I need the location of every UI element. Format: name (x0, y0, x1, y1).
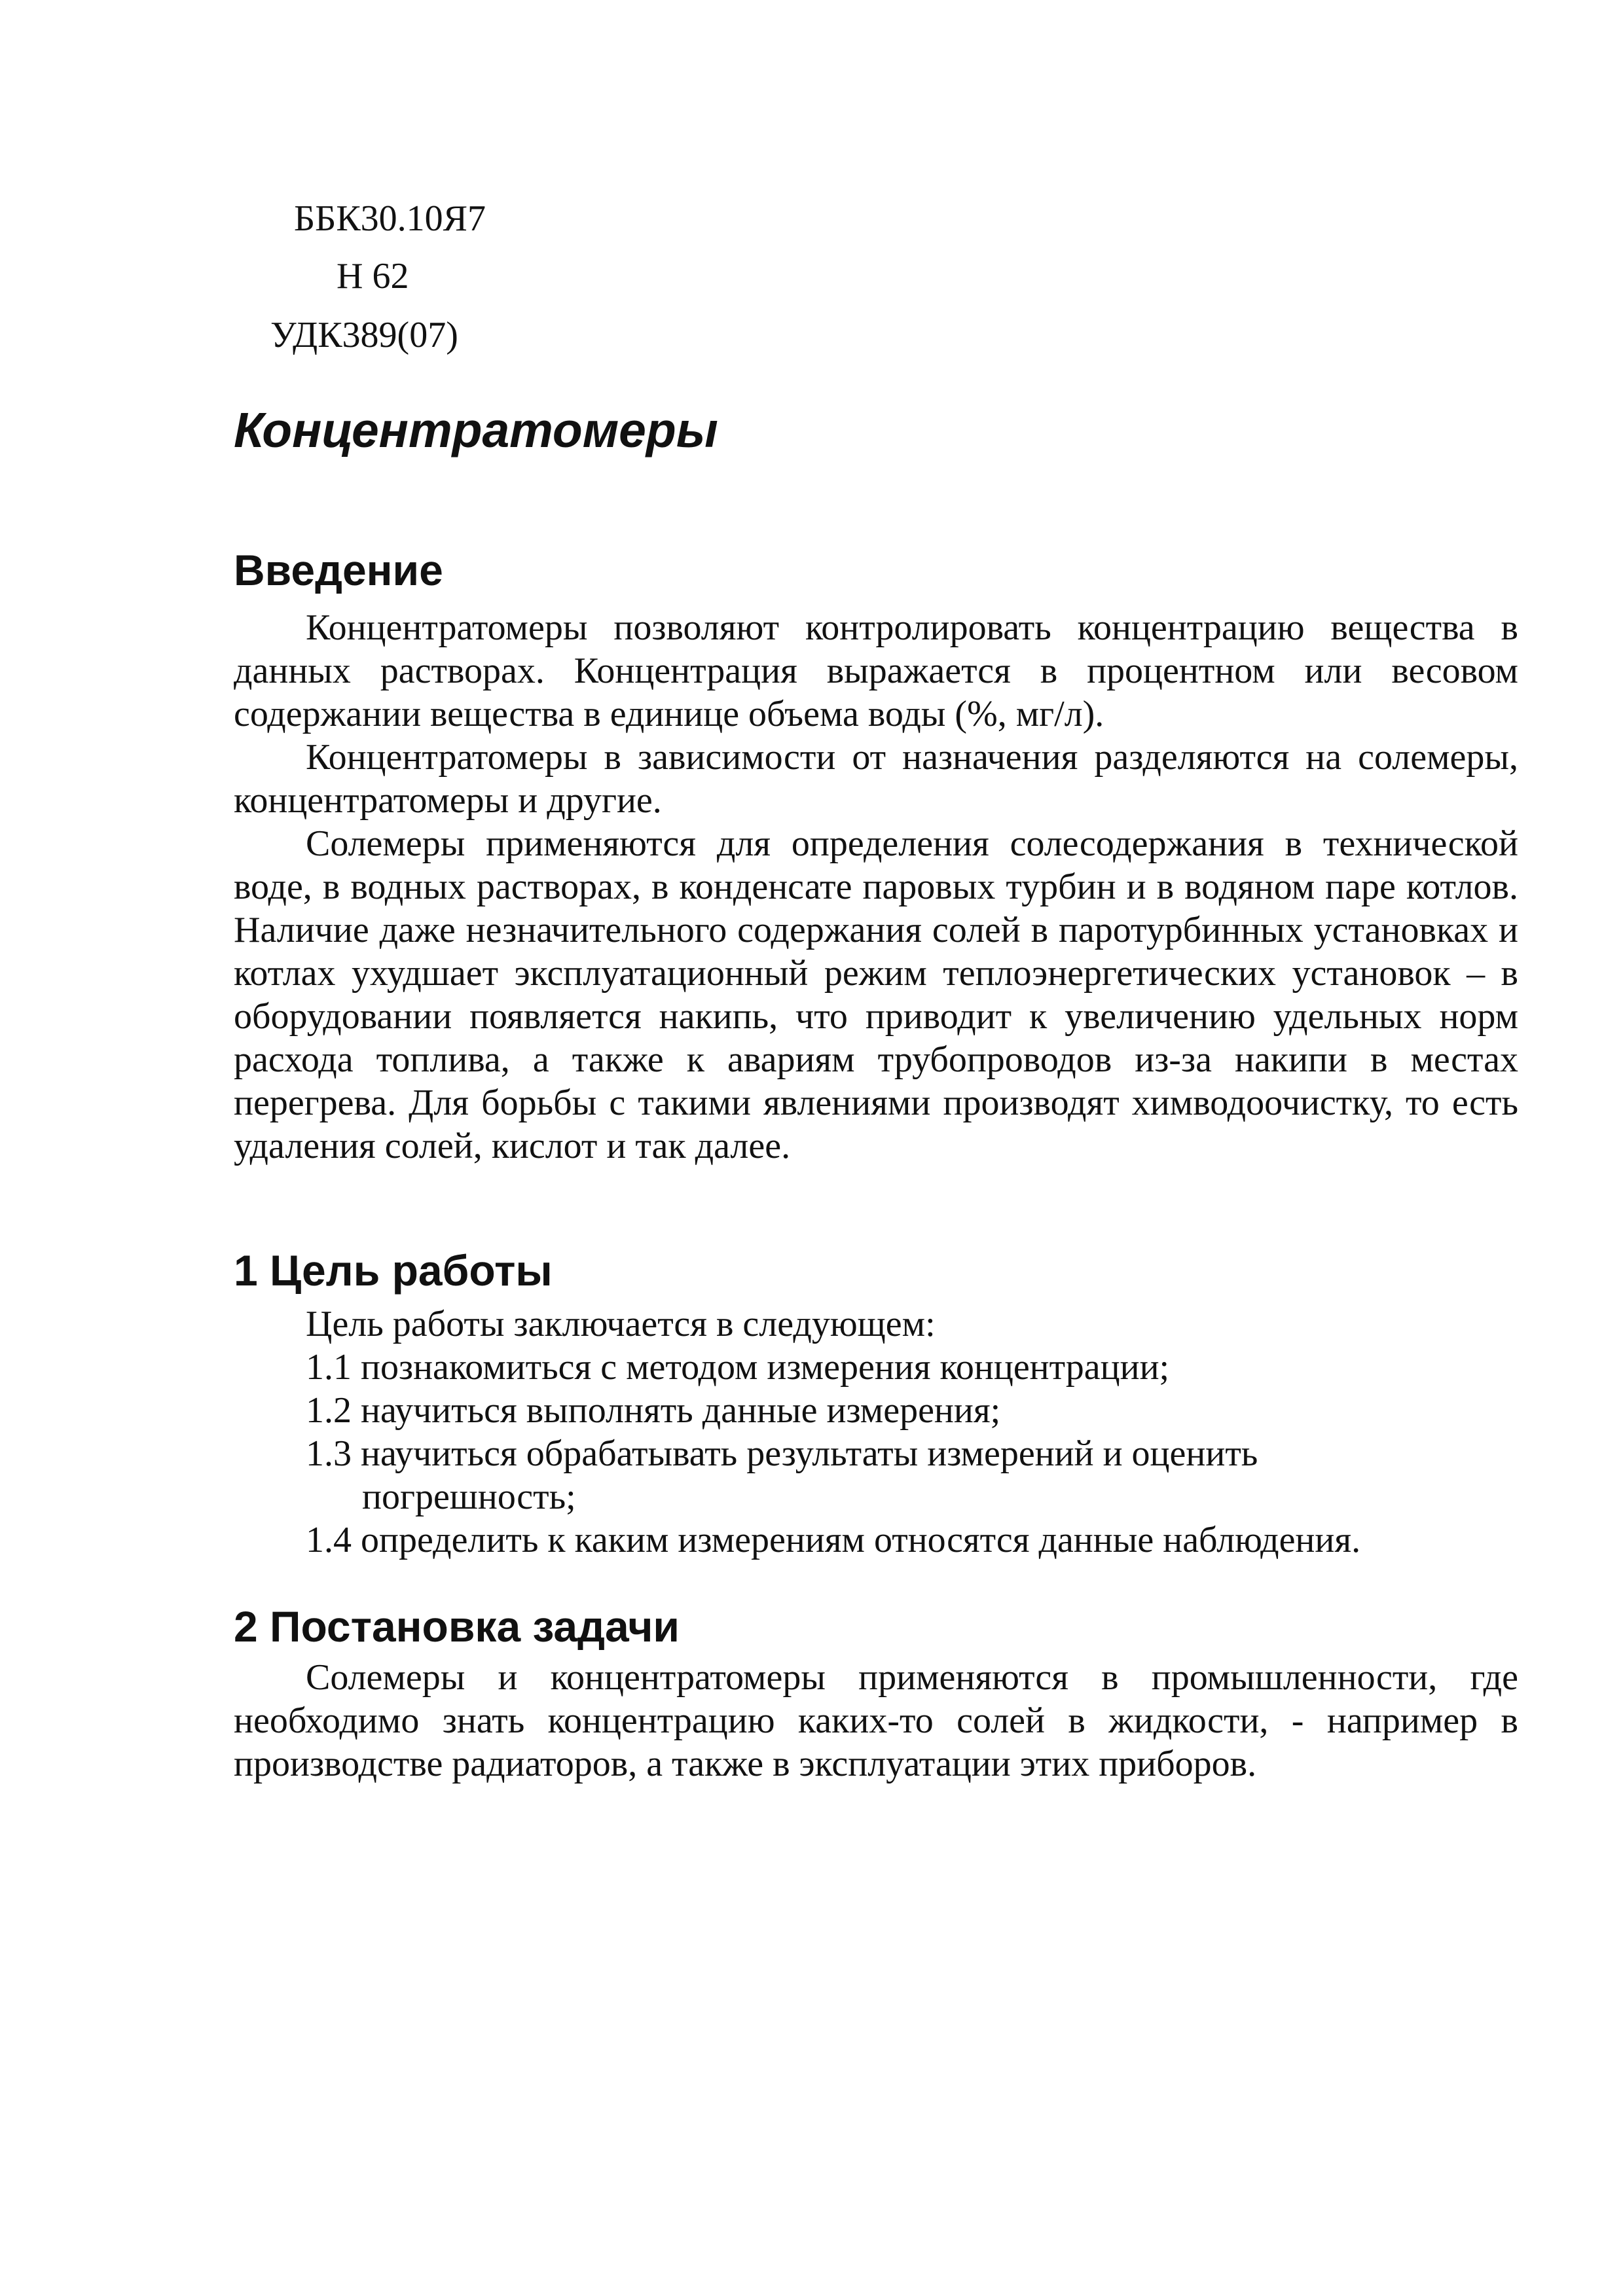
section1-heading: 1 Цель работы (234, 1246, 553, 1295)
goal-item: 1.4 определить к каким измерениям относятся данные наблюдения. (306, 1520, 1361, 1560)
bbk-code: ББК30.10Я7 (294, 198, 486, 239)
section1-list (234, 1302, 1518, 1562)
intro-paragraph: Концентратомеры в зависимости от назначения разделяются на солемеры, концентратомеры и другие. (234, 737, 1518, 821)
author-mark: Н 62 (337, 256, 409, 296)
intro-body (234, 606, 1518, 1168)
udk-code: УДК389(07) (270, 315, 458, 355)
section1-intro: Цель работы заключается в следующем: (306, 1304, 936, 1344)
goal-item: 1.1 познакомиться с методом измерения концентрации; (306, 1347, 1170, 1388)
intro-paragraph: Солемеры применяются для определения солесодержания в технической воде, в водных растворах, в конденсате паровых турбин и в водяном паре котлов. Наличие даже незначительного содержания солей в паротурбинных установках и котлах ухудшает эксплуатационный режим теплоэнергетических установок – в оборудовании появляется накипь, что приводит к увеличению удельных норм расхода топлива, а также к авариям трубопроводов из-за накипи в местах перегрева. Для борьбы с такими явлениями производят химводоочистку, то есть удаления солей, кислот и так далее. (234, 823, 1518, 1166)
goal-item: 1.3 научиться обрабатывать результаты измерений и оценить погрешность; (306, 1433, 1258, 1517)
goal-item: 1.2 научиться выполнять данные измерения; (306, 1390, 1001, 1431)
section2-heading: 2 Постановка задачи (234, 1602, 680, 1651)
section2-paragraph: Солемеры и концентратомеры применяются в промышленности, где необходимо знать концентрацию каких-то солей в жидкости, - например в производстве радиаторов, а также в эксплуатации этих приборов. (234, 1657, 1518, 1784)
intro-heading: Введение (234, 546, 443, 594)
document-title: Концентратомеры (234, 403, 718, 457)
intro-paragraph: Концентратомеры позволяют контролировать концентрацию вещества в данных растворах. Концентрация выражается в процентном или весовом содержании вещества в единице объема воды (%, мг/л). (234, 607, 1518, 734)
section2-body (234, 1656, 1518, 1785)
